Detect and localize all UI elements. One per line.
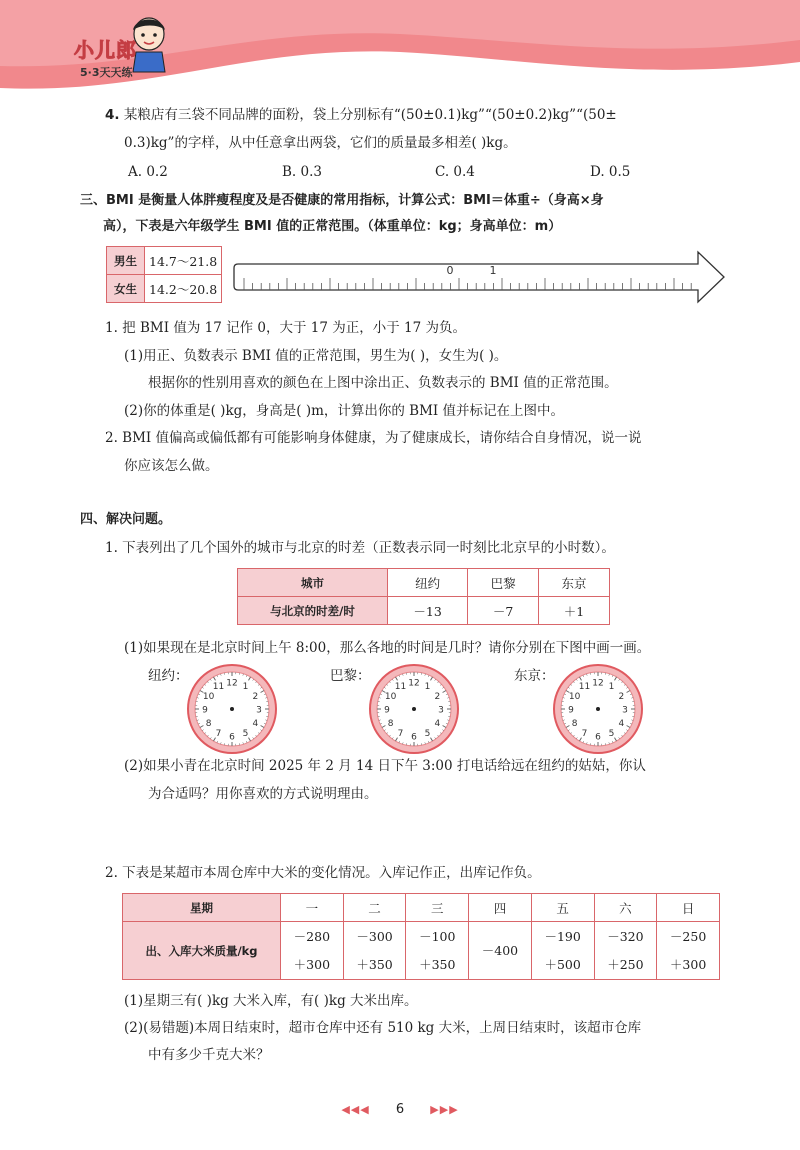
clock-label-paris: 巴黎： [330, 668, 371, 684]
bmi-range-girl: 14.2～20.8 [145, 275, 222, 303]
svg-text:3: 3 [256, 705, 262, 716]
bmi-table [106, 246, 222, 303]
s4-p2-q2-line1: (2)(易错题)本周日结束时，超市仓库中还有 510 kg 大米，上周日结束时，该超市仓库 [124, 1020, 642, 1036]
svg-text:9: 9 [568, 705, 574, 716]
clock-paris[interactable] [368, 663, 460, 755]
svg-text:6: 6 [411, 732, 417, 743]
clock-label-tokyo: 东京： [514, 668, 555, 684]
s4-p1-intro: 1. 下表列出了几个国外的城市与北京的时差（正数表示同一时刻比北京早的小时数）。 [105, 540, 615, 556]
svg-text:10: 10 [384, 692, 397, 702]
page-footer [0, 1102, 800, 1117]
rice-row-label: 出、入库大米质量/kg [123, 922, 281, 980]
svg-text:11: 11 [394, 682, 407, 693]
next-arrows-icon: ▶▶▶ [430, 1103, 459, 1116]
tz-city-newyork: 纽约 [388, 569, 468, 597]
s4-p1-q2-line1: (2)如果小青在北京时间 2025 年 2 月 14 日下午 3:00 打电话给远在纽约的姑姑，你认 [124, 758, 646, 774]
s3-q1-1b: 根据你的性别用喜欢的颜色在上图中涂出正、负数表示的 BMI 值的正常范围。 [148, 375, 618, 391]
svg-text:8: 8 [571, 719, 578, 729]
rice-values-7: －250 ＋300 [657, 922, 720, 980]
svg-text:10: 10 [568, 692, 581, 702]
svg-text:10: 10 [202, 692, 215, 702]
s4-p2-q1: (1)星期三有( )kg 大米入库，有( )kg 大米出库。 [124, 993, 418, 1009]
svg-text:8: 8 [387, 719, 394, 729]
page-number: 6 [395, 1102, 405, 1117]
svg-text:5: 5 [242, 728, 249, 739]
svg-text:6: 6 [229, 732, 235, 743]
bmi-label-boy: 男生 [107, 247, 145, 275]
tz-diff-newyork: －13 [388, 597, 468, 625]
number-line-ruler [232, 248, 728, 306]
tz-header-diff: 与北京的时差/时 [238, 597, 388, 625]
section4-title: 四、解决问题。 [80, 512, 172, 527]
s3-q2-line1: 2. BMI 值偏高或偏低都有可能影响身体健康，为了健康成长，请你结合自身情况，说一说 [105, 430, 642, 446]
tz-diff-paris: －7 [468, 597, 539, 625]
prev-arrows-icon: ◀◀◀ [341, 1103, 370, 1116]
q4-line1: 4. 某粮店有三袋不同品牌的面粉，袋上分别标有“(50±0.1)kg”“(50±0.2)kg”“(50± [105, 107, 617, 123]
s3-q1-2: (2)你的体重是( )kg，身高是( )m，计算出你的 BMI 值并标记在上图中。 [124, 403, 565, 419]
tz-header-city: 城市 [238, 569, 388, 597]
rice-values-6: －320 ＋250 [594, 922, 657, 980]
ruler-label-1: 1 [489, 264, 497, 277]
brand-name: 小儿郎 [74, 38, 137, 62]
q4-line2: 0.3)kg”的字样，从中任意拿出两袋，它们的质量最多相差( )kg。 [124, 135, 517, 151]
svg-text:7: 7 [581, 728, 588, 739]
q4-option-a: A. 0.2 [128, 164, 168, 180]
q4-option-d: D. 0.5 [590, 164, 631, 180]
svg-text:6: 6 [595, 732, 601, 743]
svg-text:9: 9 [384, 705, 390, 716]
rice-values-4: －400 [469, 922, 532, 980]
rice-day-4: 四 [469, 894, 532, 922]
rice-day-1: 一 [281, 894, 344, 922]
svg-text:4: 4 [618, 719, 625, 729]
timezone-table [237, 568, 610, 625]
rice-values-2: －300 ＋350 [343, 922, 406, 980]
rice-day-2: 二 [343, 894, 406, 922]
rice-day-6: 六 [594, 894, 657, 922]
svg-text:3: 3 [438, 705, 444, 716]
q4-number: 4. [105, 107, 120, 123]
s4-p1-q2-line2: 为合适吗？用你喜欢的方式说明理由。 [148, 786, 378, 802]
svg-text:1: 1 [608, 682, 615, 693]
section3-title-line2: 高），下表是六年级学生 BMI 值的正常范围。（体重单位：kg；身高单位：m） [103, 219, 562, 234]
s3-q2-line2: 你应该怎么做。 [124, 458, 219, 474]
svg-text:2: 2 [434, 692, 441, 702]
rice-table [122, 893, 720, 980]
tz-city-paris: 巴黎 [468, 569, 539, 597]
svg-text:3: 3 [622, 705, 628, 716]
svg-text:7: 7 [397, 728, 404, 739]
rice-values-3: －100 ＋350 [406, 922, 469, 980]
rice-values-1: －280 ＋300 [281, 922, 344, 980]
svg-text:1: 1 [242, 682, 249, 693]
clock-label-newyork: 纽约： [148, 668, 189, 684]
s4-p2-q2-line2: 中有多少千克大米？ [148, 1047, 270, 1063]
svg-text:2: 2 [252, 692, 259, 702]
svg-text:5: 5 [608, 728, 615, 739]
svg-text:4: 4 [252, 719, 259, 729]
clock-newyork[interactable] [186, 663, 278, 755]
s3-q1-1a: (1)用正、负数表示 BMI 值的正常范围，男生为( )，女生为( )。 [124, 348, 508, 364]
svg-text:11: 11 [578, 682, 591, 693]
s3-q1: 1. 把 BMI 值为 17 记作 0，大于 17 为正，小于 17 为负。 [105, 320, 466, 336]
s4-p2-intro: 2. 下表是某超市本周仓库中大米的变化情况。入库记作正，出库记作负。 [105, 865, 541, 881]
rice-day-7: 日 [657, 894, 720, 922]
svg-text:9: 9 [202, 705, 208, 716]
s4-p1-q1: (1)如果现在是北京时间上午 8:00，那么各地的时间是几时？请你分别在下图中画一画。 [124, 640, 651, 656]
rice-day-5: 五 [531, 894, 594, 922]
svg-text:11: 11 [212, 682, 225, 693]
tz-diff-tokyo: ＋1 [539, 597, 610, 625]
section3-title-line1: 三、BMI 是衡量人体胖瘦程度及是否健康的常用指标，计算公式：BMI＝体重÷（身高×身 [80, 193, 604, 208]
svg-text:12: 12 [408, 678, 420, 689]
rice-day-3: 三 [406, 894, 469, 922]
svg-text:4: 4 [434, 719, 441, 729]
ruler-label-0: 0 [446, 264, 454, 277]
svg-text:1: 1 [424, 682, 431, 693]
svg-text:2: 2 [618, 692, 625, 702]
series-name: 5·3天天练 [80, 66, 133, 79]
svg-text:12: 12 [592, 678, 604, 689]
q4-option-c: C. 0.4 [435, 164, 475, 180]
bmi-range-boy: 14.7～21.8 [145, 247, 222, 275]
bmi-label-girl: 女生 [107, 275, 145, 303]
rice-values-5: －190 ＋500 [531, 922, 594, 980]
svg-text:8: 8 [205, 719, 212, 729]
rice-header-weekday: 星期 [123, 894, 281, 922]
svg-text:5: 5 [424, 728, 431, 739]
tz-city-tokyo: 东京 [539, 569, 610, 597]
svg-text:12: 12 [226, 678, 238, 689]
clock-tokyo[interactable] [552, 663, 644, 755]
svg-text:7: 7 [215, 728, 222, 739]
q4-option-b: B. 0.3 [282, 164, 322, 180]
